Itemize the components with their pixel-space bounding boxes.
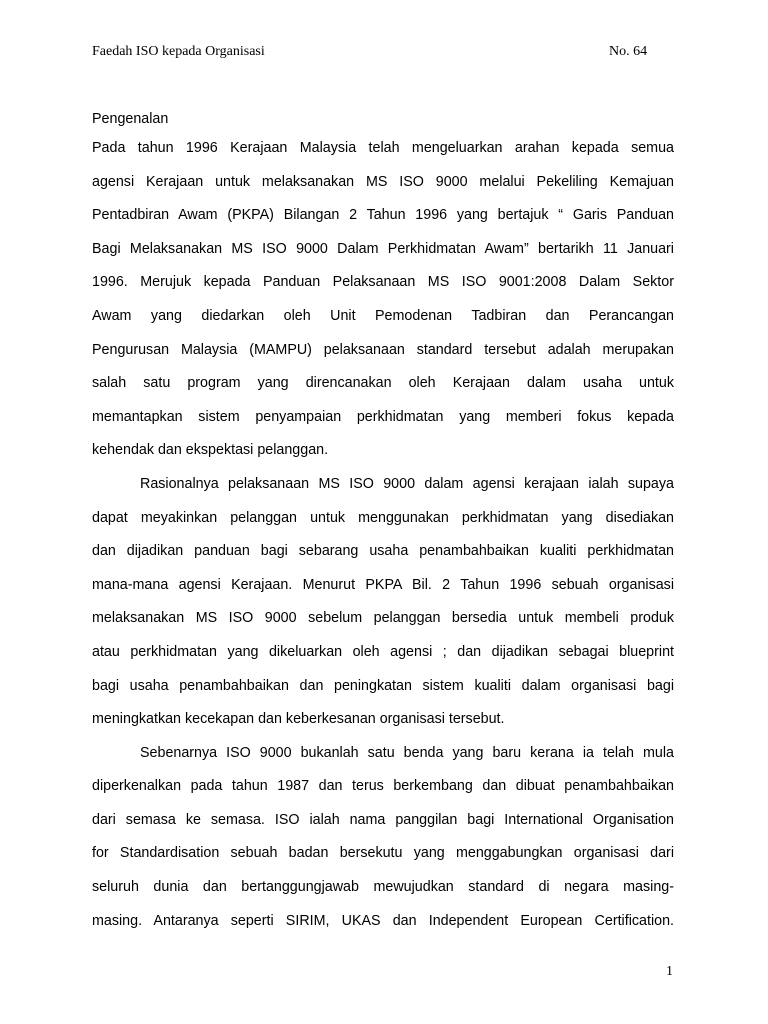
- text-line: Rasionalnya pelaksanaan MS ISO 9000 dalam agensi kerajaan ialah supaya: [140, 475, 674, 492]
- text-line: agensi Kerajaan untuk melaksanakan MS ISO 9000 melalui Pekeliling Kemajuan: [92, 173, 674, 190]
- page-number: 1: [666, 964, 673, 979]
- section-heading: Pengenalan: [92, 111, 169, 127]
- document-body: [92, 107, 674, 938]
- paragraph-iso-history: [92, 737, 674, 939]
- text-line: Pentadbiran Awam (PKPA) Bilangan 2 Tahun 1996 yang bertajuk “ Garis Panduan: [92, 207, 674, 224]
- text-line: mana-mana agensi Kerajaan. Menurut PKPA Bil. 2 Tahun 1996 sebuah organisasi: [92, 576, 674, 593]
- page-header: [92, 44, 652, 64]
- text-line: seluruh dunia dan bertanggungjawab mewujudkan standard di negara masing-: [92, 879, 674, 896]
- text-line: salah satu program yang direncanakan oleh Kerajaan dalam usaha untuk: [92, 375, 674, 392]
- text-line: dari semasa ke semasa. ISO ialah nama panggilan bagi International Organisation: [92, 811, 674, 828]
- text-line: Bagi Melaksanakan MS ISO 9000 Dalam Perkhidmatan Awam” bertarikh 11 Januari: [92, 240, 674, 257]
- text-line: masing. Antaranya seperti SIRIM, UKAS dan Independent European Certification.: [92, 912, 674, 929]
- text-line: Pada tahun 1996 Kerajaan Malaysia telah mengeluarkan arahan kepada semua: [92, 140, 674, 156]
- document-title: Faedah ISO kepada Organisasi: [92, 44, 265, 59]
- text-line: atau perkhidmatan yang dikeluarkan oleh agensi ; dan dijadikan sebagai blueprint: [92, 643, 674, 660]
- text-line: dan dijadikan panduan bagi sebarang usaha penambahbaikan kualiti perkhidmatan: [92, 543, 674, 560]
- text-line: kehendak dan ekspektasi pelanggan.: [92, 442, 329, 459]
- document-number: No. 64: [609, 44, 648, 59]
- text-line: 1996. Merujuk kepada Panduan Pelaksanaan MS ISO 9001:2008 Dalam Sektor: [92, 274, 674, 291]
- text-line: Awam yang diedarkan oleh Unit Pemodenan Tadbiran dan Perancangan: [92, 307, 674, 324]
- text-line: meningkatkan kecekapan dan keberkesanan organisasi tersebut.: [92, 711, 505, 728]
- text-line: Pengurusan Malaysia (MAMPU) pelaksanaan standard tersebut adalah merupakan: [92, 341, 674, 358]
- text-line: melaksanakan MS ISO 9000 sebelum pelanggan bersedia untuk membeli produk: [92, 610, 674, 627]
- paragraph-rationale: [92, 468, 674, 737]
- text-line: diperkenalkan pada tahun 1987 dan terus berkembang dan dibuat penambahbaikan: [92, 778, 674, 795]
- text-line: Sebenarnya ISO 9000 bukanlah satu benda yang baru kerana ia telah mula: [140, 744, 674, 761]
- text-line: dapat meyakinkan pelanggan untuk menggunakan perkhidmatan yang disediakan: [92, 509, 674, 526]
- text-line: memantapkan sistem penyampaian perkhidmatan yang memberi fokus kepada: [92, 408, 674, 425]
- paragraph-introduction: [92, 132, 674, 468]
- text-line: for Standardisation sebuah badan bersekutu yang menggabungkan organisasi dari: [92, 845, 674, 862]
- text-line: bagi usaha penambahbaikan dan peningkatan sistem kualiti dalam organisasi bagi: [92, 677, 674, 694]
